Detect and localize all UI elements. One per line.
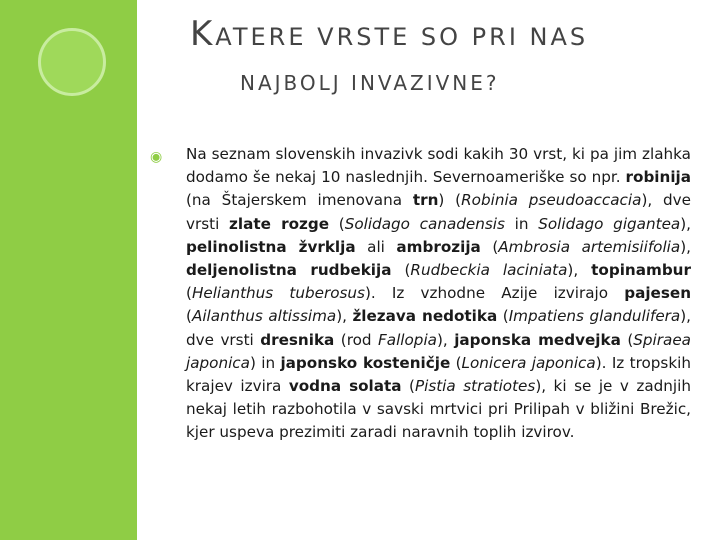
decorative-circle <box>38 28 106 96</box>
species-name: pajesen <box>624 284 692 303</box>
text-run: ), <box>567 261 592 280</box>
text-run: ) ( <box>438 191 462 210</box>
latin-name: Solidago canadensis <box>344 214 505 233</box>
sidebar-accent <box>0 0 137 540</box>
text-run: ), dve vrsti <box>186 307 691 349</box>
text-run: ( <box>450 353 462 372</box>
target-bullet-icon: ◉ <box>150 148 163 164</box>
text-run: ), <box>680 237 691 256</box>
species-name: pelinolistna žvrklja <box>186 237 356 256</box>
latin-name: Solidago gigantea <box>538 214 681 233</box>
text-run: (na Štajerskem imenovana <box>186 191 413 210</box>
text-run: ), <box>436 330 455 349</box>
latin-name: Ailanthus altissima <box>191 307 337 326</box>
title-line-1-text: ATERE VRSTE SO PRI NAS <box>215 23 589 51</box>
species-name: ambrozija <box>396 237 481 256</box>
latin-name: Robinia pseudoaccacia <box>461 191 642 210</box>
species-name: trn <box>412 191 439 210</box>
text-run: ). Iz vzhodne Azije izvirajo <box>364 284 625 303</box>
latin-name: Ambrosia artemisiifolia <box>498 237 681 256</box>
body-paragraph <box>186 143 691 445</box>
text-run: ( <box>391 261 411 280</box>
latin-name: Impatiens glandulifera <box>508 307 681 326</box>
text-run: ( <box>497 307 509 326</box>
text-run: ( <box>620 330 634 349</box>
title-capital: K <box>190 14 216 54</box>
latin-name: Lonicera japonica <box>461 353 596 372</box>
latin-name: Pistia stratiotes <box>414 377 536 396</box>
species-name: deljenolistna rudbekija <box>186 261 392 280</box>
text-run: in <box>504 214 539 233</box>
text-run: ali <box>355 237 397 256</box>
text-run: ( <box>401 377 415 396</box>
latin-name: Spiraea japonica <box>186 330 691 372</box>
text-run: ), <box>336 307 353 326</box>
text-run: (rod <box>334 330 379 349</box>
latin-name: Fallopia <box>378 330 437 349</box>
text-run: ( <box>480 237 499 256</box>
species-name: žlezava nedotika <box>352 307 498 326</box>
text-run: Na seznam slovenskih invazivk sodi kakih 30 vrst, ki pa jim zlahka dodamo še nekaj 10 naslednjih. Severnoameriške so npr. <box>186 145 691 187</box>
species-name: vodna solata <box>288 377 402 396</box>
text-run: ), dve vrsti <box>186 191 691 233</box>
latin-name: Helianthus tuberosus <box>191 284 365 303</box>
text-run: ), ki se je v zadnjih nekaj letih razbohotila v savski mrtvici pri Prilipah v bližini Brežic, kjer uspeva prezimiti zaradi naravnih toplih izvirov. <box>186 377 691 442</box>
species-name: zlate rozge <box>229 214 330 233</box>
species-name: dresnika <box>260 330 335 349</box>
title-line-2: NAJBOLJ INVAZIVNE? <box>240 71 500 95</box>
latin-name: Rudbeckia laciniata <box>410 261 568 280</box>
species-name: japonska medvejka <box>454 330 621 349</box>
text-run: ). Iz tropskih krajev izvira <box>186 353 691 396</box>
text-run: ( <box>186 284 192 303</box>
slide-title <box>190 14 690 101</box>
text-run: ), <box>680 214 691 233</box>
text-run: ) in <box>249 353 281 372</box>
text-run: ( <box>329 214 345 233</box>
text-run: ( <box>186 307 192 326</box>
species-name: robinija <box>625 168 691 187</box>
title-line-1 <box>190 14 690 57</box>
species-name: topinambur <box>591 261 691 280</box>
species-name: japonsko kosteničje <box>280 353 451 372</box>
